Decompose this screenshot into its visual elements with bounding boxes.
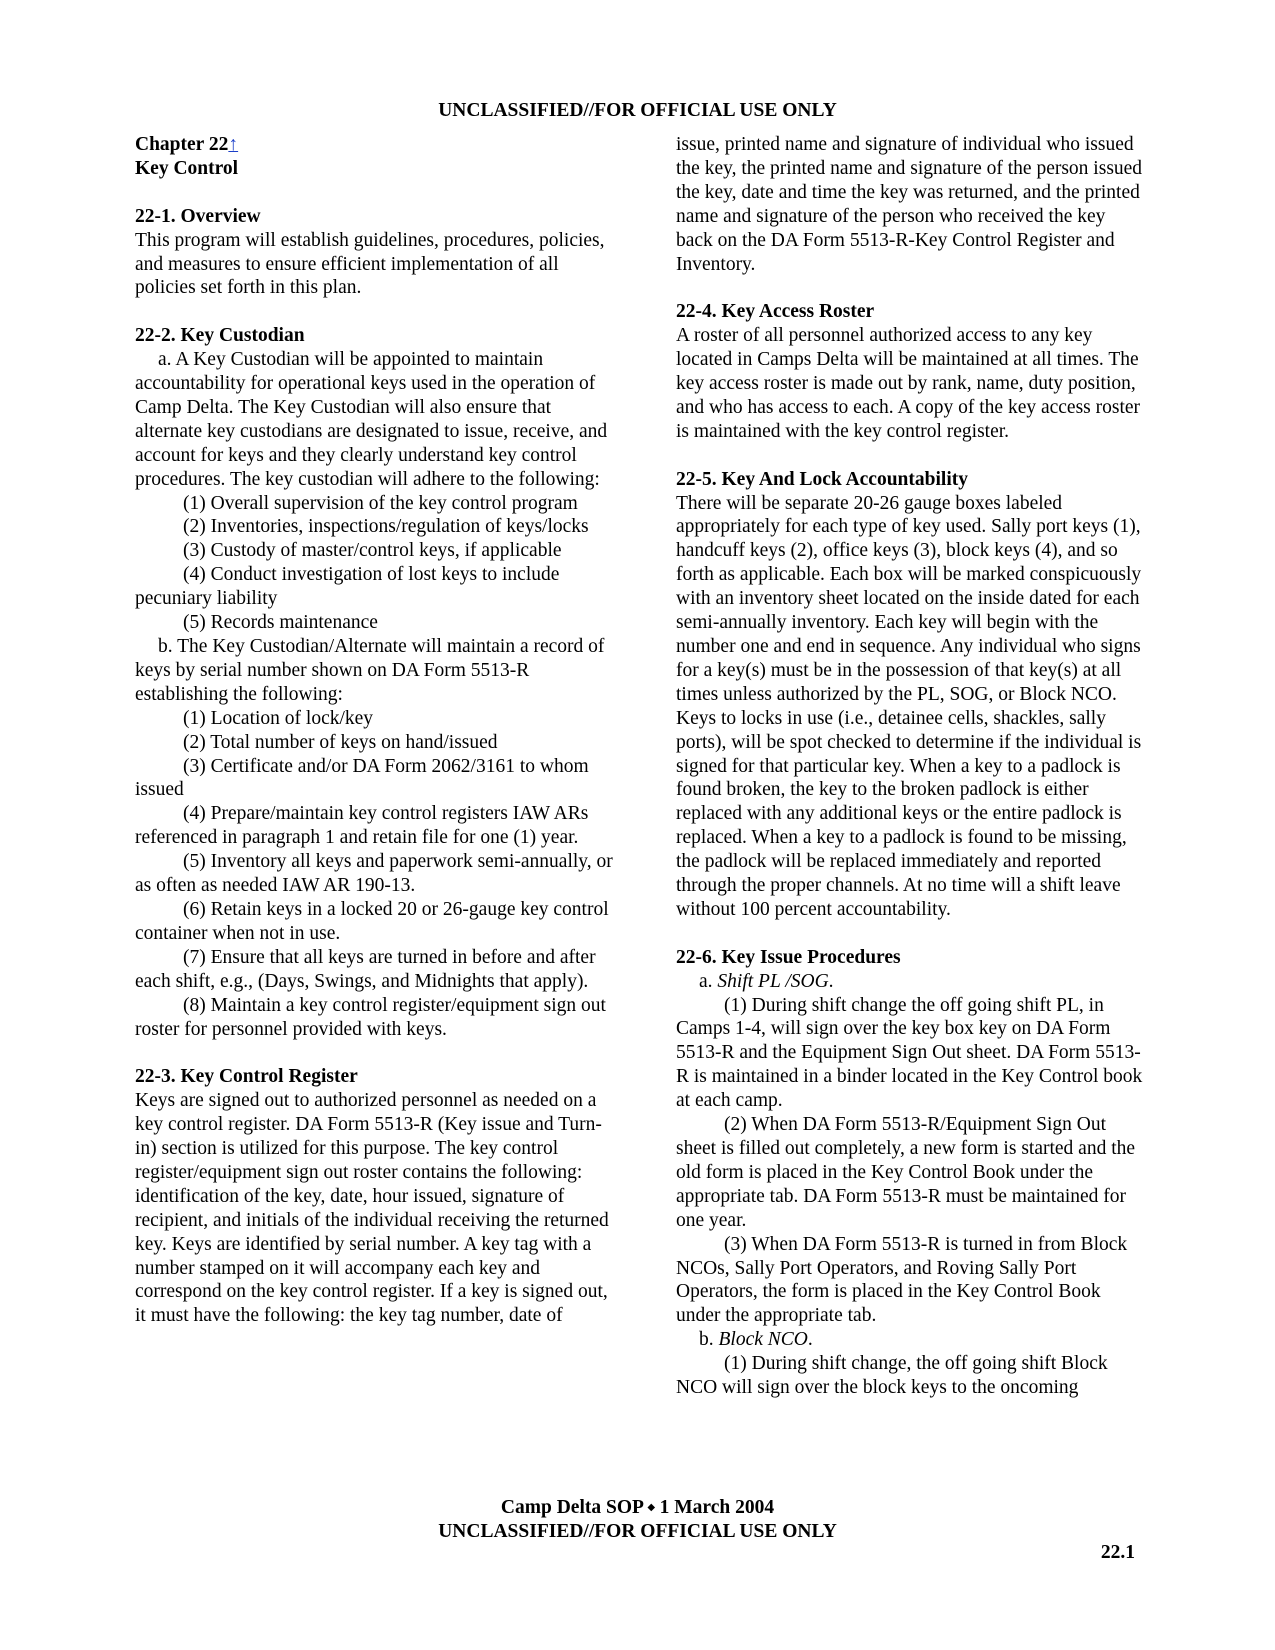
chapter-heading — [135, 133, 615, 157]
page-number: 22.1 — [1100, 1542, 1135, 1563]
list-item: (3) When DA Form 5513-R is turned in from Block NCOs, Sally Port Operators, and Roving Sally Port Operators, the form is placed in the Key Control Book under the appropriate tab. — [676, 1233, 1128, 1327]
list-item: (1) Location of lock/key — [183, 707, 374, 729]
paragraph-a: a. A Key Custodian will be appointed to maintain accountability for operational keys used in the operation of Camp Delta. The Key Custodian will also ensure that alternate key custodians are designated to issue, receive, and account for keys and they clearly understand key control procedures. The key custodian will adhere to the following: — [135, 349, 608, 490]
list-item: (1) During shift change, the off going shift Block NCO will sign over the block keys to the oncoming — [676, 1353, 1108, 1399]
section-heading-key-lock-accountability: 22-5. Key And Lock Accountability — [676, 468, 968, 490]
list-item: (6) Retain keys in a locked 20 or 26-gauge key control container when not in use. — [135, 898, 609, 944]
list-item: (2) When DA Form 5513-R/Equipment Sign Out sheet is filled out completely, a new form is started and the old form is placed in the Key Control Book under the appropriate tab. DA Form 5513-R must be maintained for one year. — [676, 1114, 1136, 1231]
list-item: (4) Conduct investigation of lost keys to include pecuniary liability — [135, 564, 560, 610]
list-item: (8) Maintain a key control register/equipment sign out roster for personnel provided with keys. — [135, 994, 606, 1040]
list-item: (2) Inventories, inspections/regulation of keys/locks — [183, 516, 589, 538]
list-item: (7) Ensure that all keys are turned in before and after each shift, e.g., (Days, Swings, and Midnights that apply). — [135, 946, 596, 992]
list-item: (3) Custody of master/control keys, if applicable — [183, 540, 562, 562]
section-body-key-access-roster: A roster of all personnel authorized access to any key located in Camps Delta will be maintained at all times. The key access roster is made out by rank, name, duty position, and who has access to each. A copy of the key access roster is maintained with the key control register. — [676, 325, 1141, 442]
section-body-key-control-register: Keys are signed out to authorized personnel as needed on a key control register. DA Form 5513-R (Key issue and Turn-in) section is utilized for this purpose. The key control register/equipment sign out roster contains the following: identification of the key, date, hour issued, signature of recipient, and initials of the individual receiving the returned key. Keys are identified by serial number. A key tag with a number stamped on it will accompany each key and correspond on the key control register. If a key is signed out, it must have the following: the key tag number, date of — [135, 1090, 609, 1327]
left-column — [135, 133, 615, 1328]
list-item: (1) Overall supervision of the key control program — [183, 492, 578, 514]
list-item: (3) Certificate and/or DA Form 2062/3161 to whom issued — [135, 755, 589, 801]
section-body-overview: This program will establish guidelines, procedures, policies, and measures to ensure efficient implementation of all policies set forth in this plan. — [135, 229, 605, 299]
section-heading-key-issue-procedures: 22-6. Key Issue Procedures — [676, 946, 901, 968]
list-item: (1) During shift change the off going shift PL, in Camps 1-4, will sign over the key box key on DA Form 5513-R and the Equipment Sign Out sheet. DA Form 5513-R is maintained in a binder located in the Key Control book at each camp. — [676, 994, 1143, 1112]
list-item: (2) Total number of keys on hand/issued — [183, 731, 498, 753]
subsection-a-title: a. Shift PL /SOG. — [699, 970, 834, 992]
list-item: (5) Records maintenance — [183, 612, 378, 634]
subsection-b-name: Block NCO — [718, 1329, 808, 1351]
section-heading-key-control-register: 22-3. Key Control Register — [135, 1066, 358, 1088]
subsection-a-name: Shift PL /SOG — [717, 970, 829, 992]
classification-footer: UNCLASSIFIED//FOR OFFICIAL USE ONLY — [438, 1521, 837, 1542]
list-item: (4) Prepare/maintain key control registers IAW ARs referenced in paragraph 1 and retain file for one (1) year. — [135, 803, 589, 849]
paragraph-b: b. The Key Custodian/Alternate will maintain a record of keys by serial number shown on DA Form 5513-R establishing the following: — [135, 636, 605, 705]
chapter-title: Key Control — [135, 157, 239, 179]
section-heading-key-access-roster: 22-4. Key Access Roster — [676, 301, 875, 323]
classification-header: UNCLASSIFIED//FOR OFFICIAL USE ONLY — [438, 100, 837, 121]
section-body-key-lock-accountability: There will be separate 20-26 gauge boxes labeled appropriately for each type of key used. Sally port keys (1), handcuff keys (2), office keys (3), block keys (4), and so forth as applicable. Each box will be marked conspicuously with an inventory sheet located on the inside dated for each semi-annually inventory. Each key will begin with the number one and end in sequence. Any individual who signs for a key(s) must be in the possession of that key(s) at all times unless authorized by the PL, SOG, or Block NCO. Keys to locks in use (i.e., detainee cells, shackles, sally ports), will be spot checked to determine if the individual is signed for that particular key. When a key to a padlock is found broken, the key to the broken padlock is either replaced with any additional keys or the entire padlock is replaced. When a key to a padlock is found to be missing, the padlock will be replaced immediately and reported through the proper channels. At no time will a shift leave without 100 percent accountability. — [676, 492, 1142, 920]
section-heading-key-custodian: 22-2. Key Custodian — [135, 325, 305, 347]
section-body-key-control-register-continued: issue, printed name and signature of individual who issued the key, the printed name and signature of the person issued the key, date and time the key was returned, and the printed name and signature of the person who received the key back on the DA Form 5513-R-Key Control Register and Inventory. — [676, 134, 1143, 275]
page-footer — [0, 1496, 1275, 1544]
up-arrow-link[interactable]: ↑ — [228, 134, 239, 155]
footer-sop-line: Camp Delta SOP ⬩ 1 March 2004 — [500, 1497, 775, 1518]
list-item: (5) Inventory all keys and paperwork semi-annually, or as often as needed IAW AR 190-13. — [135, 851, 613, 897]
chapter-label: Chapter 22 — [135, 134, 229, 155]
subsection-b-title: b. Block NCO. — [699, 1329, 813, 1351]
section-heading-overview: 22-1. Overview — [135, 205, 261, 227]
right-column — [676, 133, 1146, 1400]
